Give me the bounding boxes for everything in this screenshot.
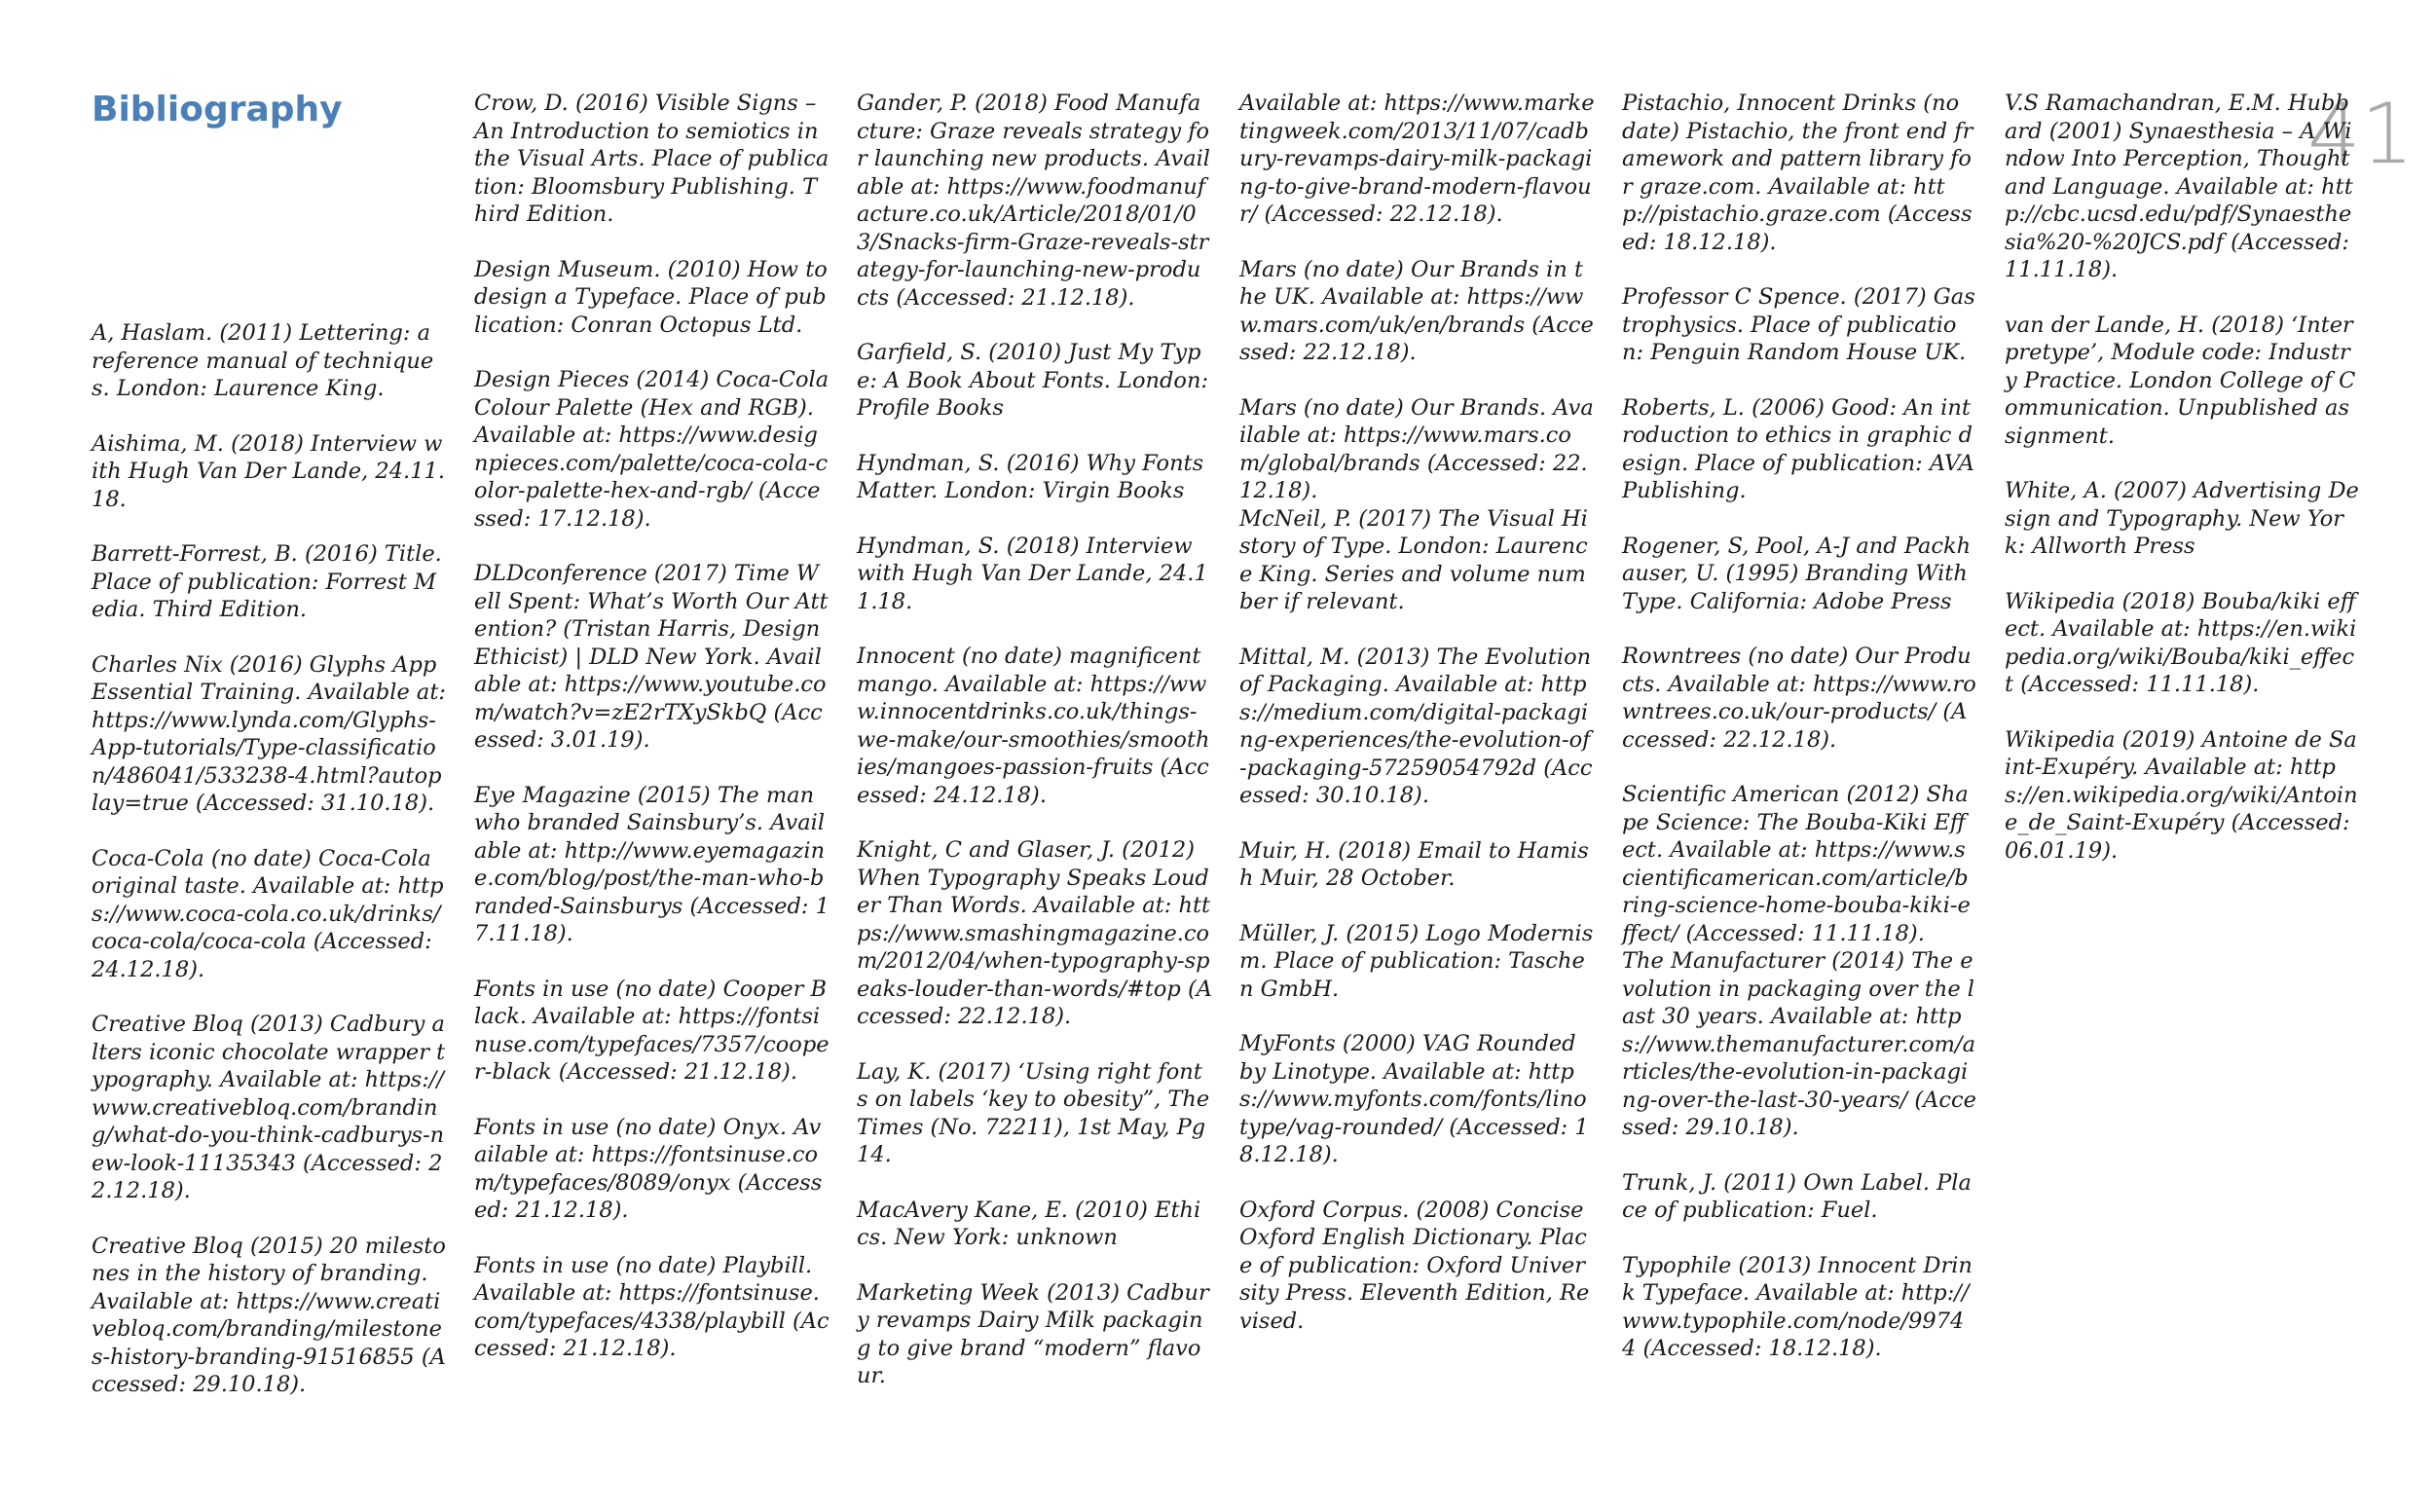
bibliography-entry: Aishima, M. (2018) Interview with Hugh Van Der Lande, 24.11.18. [92, 430, 445, 512]
bibliography-entry: Rowntrees (no date) Our Products. Available at: https://www.rowntrees.co.uk/our-products/ (Accessed: 22.12.18). [1622, 644, 1976, 753]
bibliography-entry: Creative Bloq (2013) Cadbury alters iconic chocolate wrapper typography. Available at: https://www.creativebloq.com/branding/what-do-you-think-cadburys-new-look-11135343 (Accessed: 22.12.18). [92, 1012, 446, 1203]
bibliography-entry: Pistachio, Innocent Drinks (no date) Pistachio, the front end framework and pattern library for graze.com. Available at: http://pistachio.graze.com (Accessed: 18.12.18). [1622, 91, 1973, 255]
bibliography-entry: Barrett-Forrest, B. (2016) Title. Place of publication: Forrest Media. Third Edition. [92, 541, 442, 622]
bibliography-entry: Lay, K. (2017) ‘Using right fonts on labels ‘key to obesity”, The Times (No. 72211), 1st May, Pg 14. [857, 1058, 1210, 1167]
page-title: Bibliography [92, 90, 343, 129]
bibliography-entry: Creative Bloq (2015) 20 milestones in the history of branding. Available at: https://www.creativebloq.com/branding/milestones-history-branding-91516855 (Accessed: 29.10.18). [92, 1233, 446, 1397]
bibliography-entry: Design Museum. (2010) How to design a Typeface. Place of publication: Conran Octopus Ltd. [474, 256, 828, 338]
bibliography-entry: McNeil, P. (2017) The Visual History of Type. London: Laurence King. Series and volume number if relevant. [1239, 505, 1588, 614]
bibliography-entry: V.S Ramachandran, E.M. Hubbard (2001) Synaesthesia – A Window Into Perception, Thought and Language. Available at: http://cbc.ucsd.edu/pdf/Synaesthesia%20-%20JCS.pdf (Accessed: 11.11.18). [2005, 91, 2353, 282]
bibliography-entry: Marketing Week (2013) Cadbury revamps Dairy Milk packaging to give brand “modern” flavour. [857, 1279, 1209, 1388]
bibliography-entry: Charles Nix (2016) Glyphs App Essential Training. Available at: https://www.lynda.com/Glyphs-App-tutorials/Type-classification/486041/533238-4.html?autoplay=true (Accessed: 31.10.18). [92, 651, 446, 816]
bibliography-entry: Fonts in use (no date) Cooper Black. Available at: https://fontsinuse.com/typefaces/7357/cooper-black (Accessed: 21.12.18). [474, 976, 830, 1085]
bibliography-entry: Available at: https://www.marketingweek.com/2013/11/07/cadbury-revamps-dairy-milk-packaging-to-give-brand-modern-flavour/ (Accessed: 22.12.18). [1239, 91, 1595, 227]
bibliography-entry: Eye Magazine (2015) The man who branded Sainsbury’s. Available at: http://www.eyemagazine.com/blog/post/the-man-who-branded-Sainsburys (Accessed: 17.11.18). [474, 782, 830, 946]
bibliography-entry: Design Pieces (2014) Coca-Cola Colour Palette (Hex and RGB). Available at: https://www.designpieces.com/palette/coca-cola-color-palette-hex-and-rgb/ (Accessed: 17.12.18). [474, 367, 830, 532]
bibliography-entry: Wikipedia (2018) Bouba/kiki effect. Available at: https://en.wikipedia.org/wiki/Bouba/kiki_effect (Accessed: 11.11.18). [2005, 588, 2357, 697]
bibliography-entry: Crow, D. (2016) Visible Signs – An Introduction to semiotics in the Visual Arts. Place of publication: Bloomsbury Publishing. Third Edition. [474, 91, 830, 227]
bibliography-entry: Innocent (no date) magnificent mango. Available at: https://www.innocentdrinks.co.uk/things-we-make/our-smoothies/smoothies/mangoes-passion-fruits (Accessed: 24.12.18). [857, 644, 1210, 808]
bibliography-entry: Hyndman, S. (2018) Interview with Hugh Van Der Lande, 24.11.18. [857, 533, 1208, 614]
bibliography-entry: Oxford Corpus. (2008) Concise Oxford English Dictionary. Place of publication: Oxford University Press. Eleventh Edition, Revised. [1239, 1197, 1590, 1334]
bibliography-entry: DLDconference (2017) Time Well Spent: What’s Worth Our Attention? (Tristan Harris, Design Ethicist) | DLD New York. Available at: https://www.youtube.com/watch?v=zE2rTXySkbQ (Accessed: 3.01.19). [474, 561, 829, 753]
bibliography-entry: Rogener, S, Pool, A-J and Packhauser, U. (1995) Branding With Type. California: Adobe Press [1622, 533, 1972, 614]
bibliography-entry: Trunk, J. (2011) Own Label. Place of publication: Fuel. [1622, 1169, 1972, 1223]
bibliography-entry: Gander, P. (2018) Food Manufacture: Graze reveals strategy for launching new products. Available at: https://www.foodmanufacture.co.uk/Article/2018/01/03/Snacks-firm-Graze-reveals-strategy-for-launching-new-products (Accessed: 21.12.18). [857, 91, 1210, 311]
bibliography-entry: Roberts, L. (2006) Good: An introduction to ethics in graphic design. Place of publication: AVA Publishing. [1622, 394, 1974, 503]
bibliography-entry: Typophile (2013) Innocent Drink Typeface. Available at: http://www.typophile.com/node/99744 (Accessed: 18.12.18). [1622, 1252, 1973, 1361]
bibliography-entry: Mars (no date) Our Brands in the UK. Available at: https://www.mars.com/uk/en/brands (Accessed: 22.12.18). [1239, 256, 1594, 365]
bibliography-entry: Scientific American (2012) Shape Science: The Bouba-Kiki Effect. Available at: https://www.scientificamerican.com/article/bring-science-home-bouba-kiki-effect/ (Accessed: 11.11.18). [1622, 782, 1971, 946]
bibliography-entry: Mars (no date) Our Brands. Available at: https://www.mars.com/global/brands (Accessed: 22.12.18). [1239, 394, 1594, 503]
bibliography-entry: MyFonts (2000) VAG Rounded by Linotype. Available at: https://www.myfonts.com/fonts/linotype/vag-rounded/ (Accessed: 18.12.18). [1239, 1031, 1589, 1167]
bibliography-column-3 [857, 90, 1212, 1418]
bibliography-column-2 [474, 90, 830, 1390]
bibliography-entry: Coca-Cola (no date) Coca-Cola original taste. Available at: https://www.coca-cola.co.uk/drinks/coca-cola/coca-cola (Accessed: 24.12.18). [92, 845, 444, 982]
bibliography-column-6 [2005, 90, 2360, 892]
bibliography-entry: Fonts in use (no date) Onyx. Available at: https://fontsinuse.com/typefaces/8089/onyx (Accessed: 21.12.18). [474, 1114, 823, 1223]
bibliography-entry: The Manufacturer (2014) The evolution in packaging over the last 30 years. Available at: https://www.themanufacturer.com/articles/the-evolution-in-packaging-over-the-last-30-years/ (Accessed: 29.10.18). [1622, 948, 1976, 1140]
bibliography-entry: White, A. (2007) Advertising Design and Typography. New York: Allworth Press [2005, 478, 2359, 559]
bibliography-entry: Muir, H. (2018) Email to Hamish Muir, 28 October. [1239, 837, 1589, 891]
bibliography-entry: Knight, C and Glaser, J. (2012) When Typography Speaks Louder Than Words. Available at: https://www.smashingmagazine.com/2012/04/when-typography-speaks-louder-than-words/#top (Accessed: 22.12.18). [857, 837, 1212, 1029]
bibliography-entry: MacAvery Kane, E. (2010) Ethics. New York: unknown [857, 1197, 1201, 1250]
bibliography-column-1 [92, 319, 447, 1426]
bibliography-entry: Wikipedia (2019) Antoine de Saint-Exupéry. Available at: https://en.wikipedia.org/wiki/Antoine_de_Saint-Exupéry (Accessed: 06.01.19). [2005, 726, 2358, 864]
bibliography-column-5 [1622, 90, 1977, 1390]
bibliography-entry: Mittal, M. (2013) The Evolution of Packaging. Available at: https://medium.com/digital-packaging-experiences/the-evolution-of-packaging-57259054792d (Accessed: 30.10.18). [1239, 644, 1593, 808]
bibliography-entry: van der Lande, H. (2018) ‘Interpretype’, Module code: Industry Practice. London College of Communication. Unpublished assignment. [2005, 312, 2356, 449]
bibliography-entry: Fonts in use (no date) Playbill. Available at: https://fontsinuse.com/typefaces/4338/playbill (Accessed: 21.12.18). [474, 1252, 830, 1361]
bibliography-entry: Professor C Spence. (2017) Gastrophysics. Place of publication: Penguin Random House UK. [1622, 284, 1975, 365]
bibliography-entry: A, Haslam. (2011) Lettering: a reference manual of techniques. London: Laurence King. [92, 320, 434, 401]
bibliography-entry: Garfield, S. (2010) Just My Type: A Book About Fonts. London: Profile Books [857, 340, 1209, 421]
page-number: 41 [2307, 86, 2415, 183]
bibliography-column-4 [1239, 90, 1595, 1362]
bibliography-entry: Müller, J. (2015) Logo Modernism. Place of publication: Taschen GmbH. [1239, 920, 1594, 1002]
bibliography-entry: Hyndman, S. (2016) Why Fonts Matter. London: Virgin Books [857, 450, 1204, 503]
